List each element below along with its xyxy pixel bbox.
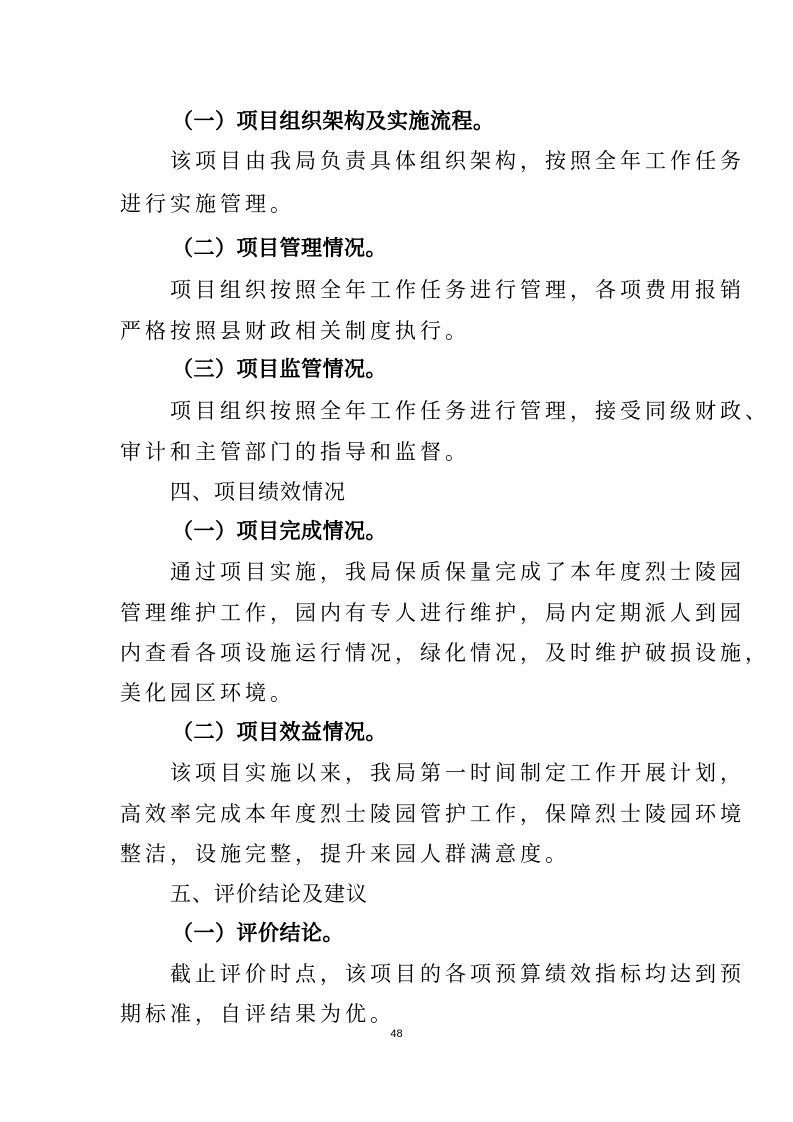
section-heading-management: （二）项目管理情况。 — [172, 236, 387, 260]
paragraph-line: 截止评价时点，该项目的各项预算绩效指标均达到预 — [170, 962, 745, 986]
section-heading-completion: （一）项目完成情况。 — [172, 519, 387, 543]
main-heading-performance: 四、项目绩效情况 — [170, 480, 346, 504]
section-heading-evaluation: （一）评价结论。 — [172, 921, 344, 945]
paragraph-line: 项目组织按照全年工作任务进行管理，接受同级财政、 — [170, 399, 770, 423]
main-heading-conclusion: 五、评价结论及建议 — [170, 882, 368, 906]
paragraph-line: 严格按照县财政相关制度执行。 — [120, 319, 470, 343]
paragraph-line: 管理维护工作，园内有专人进行维护，局内定期派人到园 — [120, 601, 745, 625]
section-heading-supervision: （三）项目监管情况。 — [172, 357, 387, 381]
page-number: 48 — [390, 1028, 403, 1040]
paragraph-line: 通过项目实施，我局保质保量完成了本年度烈士陵园 — [170, 560, 745, 584]
paragraph-line: 美化园区环境。 — [120, 681, 295, 705]
paragraph-line: 项目组织按照全年工作任务进行管理，各项费用报销 — [170, 278, 745, 302]
paragraph-line: 进行实施管理。 — [120, 192, 295, 216]
section-heading-benefits: （二）项目效益情况。 — [172, 720, 387, 744]
paragraph-line: 审计和主管部门的指导和监督。 — [120, 440, 470, 464]
paragraph-line: 该项目实施以来，我局第一时间制定工作开展计划， — [170, 761, 745, 785]
paragraph-line: 内查看各项设施运行情况，绿化情况，及时维护破损设施， — [120, 641, 770, 665]
section-heading-org-structure: （一）项目组织架构及实施流程。 — [172, 109, 495, 133]
paragraph-line: 该项目由我局负责具体组织架构，按照全年工作任务 — [170, 149, 745, 173]
paragraph-line: 期标准，自评结果为优。 — [120, 1002, 395, 1026]
paragraph-line: 整洁，设施完整，提升来园人群满意度。 — [120, 842, 570, 866]
paragraph-line: 高效率完成本年度烈士陵园管护工作，保障烈士陵园环境 — [120, 802, 745, 826]
